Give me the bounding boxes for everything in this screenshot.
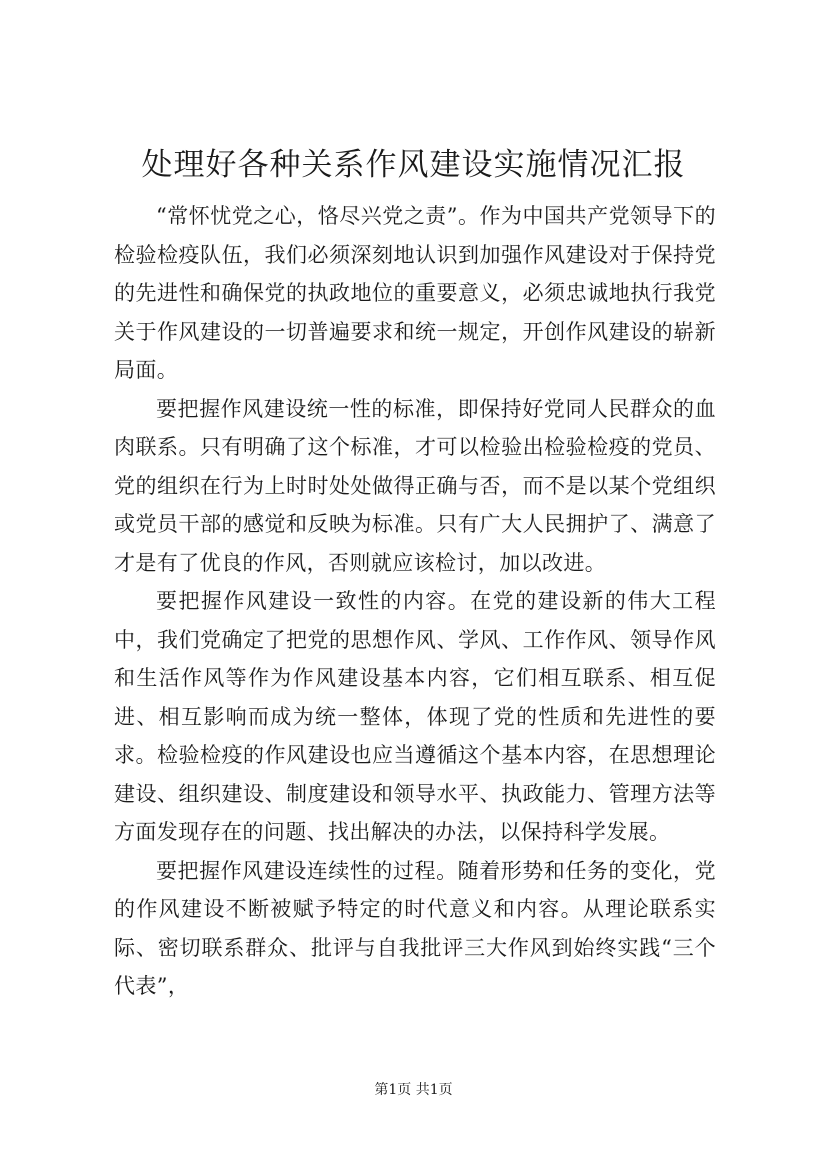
paragraph-4: 要把握作风建设连续性的过程。随着形势和任务的变化，党的作风建设不断被赋予特定的时代意义和内容。从理论联系实际、密切联系群众、批评与自我批评三大作风到始终实践“三个代表”， <box>114 858 716 998</box>
page-footer: 第1页 共1页 <box>374 1082 453 1098</box>
document-body <box>114 197 716 1006</box>
paragraph-1: “常怀忧党之心，恪尽兴党之责”。作为中国共产党领导下的检验检疫队伍，我们必须深刻地认识到加强作风建设对于保持党的先进性和确保党的执政地位的重要意义，必须忠诚地执行我党关于作风建设的一切普遍要求和统一规定，开创作风建设的崭新局面。 <box>114 204 716 382</box>
document-title: 处理好各种关系作风建设实施情况汇报 <box>141 147 686 183</box>
paragraph-2: 要把握作风建设统一性的标准，即保持好党同人民群众的血肉联系。只有明确了这个标准，才可以检验出检验检疫的党员、党的组织在行为上时时处处做得正确与否，而不是以某个党组织或党员干部的感觉和反映为标准。只有广大人民拥护了、满意了才是有了优良的作风，否则就应该检讨，加以改进。 <box>114 396 716 575</box>
paragraph-3: 要把握作风建设一致性的内容。在党的建设新的伟大工程中，我们党确定了把党的思想作风、学风、工作作风、领导作风和生活作风等作为作风建设基本内容，它们相互联系、相互促进、相互影响而成为统一整体，体现了党的性质和先进性的要求。检验检疫的作风建设也应当遵循这个基本内容，在思想理论建设、组织建设、制度建设和领导水平、执政能力、管理方法等方面发现存在的问题、找出解决的办法，以保持科学发展。 <box>114 589 716 844</box>
